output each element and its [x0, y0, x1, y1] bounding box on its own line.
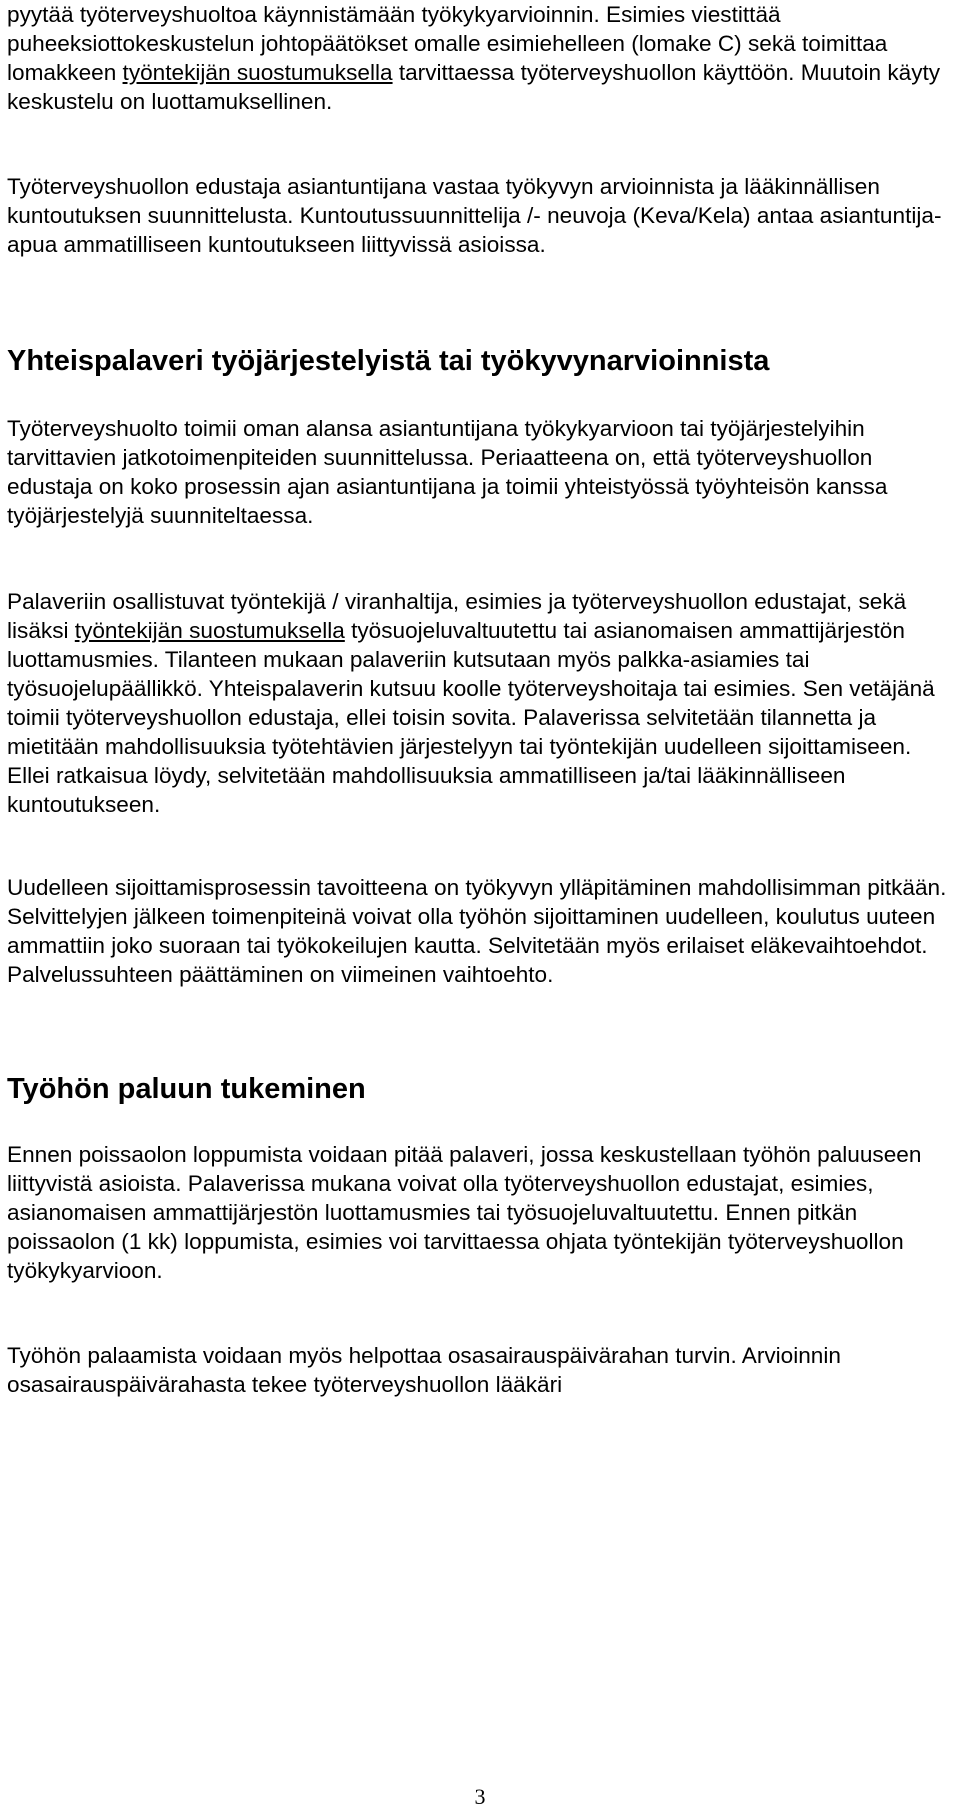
text-run: pyytää työterveyshuoltoa käynnistämään työkykyarvioinnin. Esimies viestittää puheeksiottokeskustelun johtopäätökset omalle esimiehelleen (lomake C) sekä toimittaa lomakkeen — [7, 2, 888, 85]
text-run: Palaveriin osallistuvat työntekijä / viranhaltija, esimies ja työterveyshuollon edustajat, sekä lisäksi — [7, 589, 907, 643]
text-run: työsuojeluvaltuutettu tai asianomaisen ammattijärjestön luottamusmies. Tilanteen mukaan palaveriin kutsutaan myös palkka-asiamies tai työsuojelupäällikkö. Yhteispalaverin kutsuu koolle työterveyshoitaja tai esimies. Sen vetäjänä toimii työterveyshuollon edustaja, ellei toisin sovita. Palaverissa selvitetään tilannetta ja mietitään mahdollisuuksia työtehtävien järjestelyyn tai työntekijän uudelleen sijoittamiseen. Ellei ratkaisua löydy, selvitetään mahdollisuuksia ammatilliseen ja/tai lääkinnälliseen kuntoutukseen. — [7, 618, 935, 817]
paragraph-palaveriin-osallistuvat — [7, 587, 955, 819]
paragraph-uudelleen-sijoittaminen: Uudelleen sijoittamisprosessin tavoitteena on työkyvyn ylläpitäminen mahdollisimman pitkään. Selvittelyjen jälkeen toimenpiteinä voivat olla työhön sijoittaminen uudelleen, koulutus uuteen ammattiin joko suoraan tai työkokeilujen kautta. Selvitetään myös erilaiset eläkevaihtoehdot. Palvelussuhteen päättäminen on viimeinen vaihtoehto. — [7, 875, 947, 987]
heading-yhteispalaveri: Yhteispalaveri työjärjestelyistä tai työkyvynarvioinnista — [7, 345, 770, 377]
text-run: tarvittaessa työterveyshuollon käyttöön. Muutoin käyty keskustelu on luottamuksellinen. — [7, 60, 941, 114]
underlined-text: työntekijän suostumuksella — [122, 60, 393, 85]
paragraph-tyoterveyshuolto-edustaja: Työterveyshuollon edustaja asiantuntijana vastaa työkyvyn arvioinnista ja lääkinnällisen kuntoutuksen suunnittelusta. Kuntoutussuunnittelija /- neuvoja (Keva/Kela) antaa asiantuntija-apua ammatilliseen kuntoutukseen liittyvissä asioissa. — [7, 174, 942, 257]
paragraph-ennen-poissaolon-loppumista: Ennen poissaolon loppumista voidaan pitää palaveri, jossa keskustellaan työhön paluuseen liittyvistä asioista. Palaverissa mukana voivat olla työterveyshuollon edustajat, esimies, asianomaisen ammattijärjestön luottamusmies tai työsuojeluvaltuutettu. Ennen pitkän poissaolon (1 kk) loppumista, esimies voi tarvittaessa ohjata työntekijän työterveyshuollon työkykyarvioon. — [7, 1142, 922, 1283]
paragraph-esimies — [7, 0, 955, 116]
page-number: 3 — [474, 1784, 486, 1809]
heading-tyohon-paluu: Työhön paluun tukeminen — [7, 1073, 366, 1105]
paragraph-osasairauspaivaraha: Työhön palaamista voidaan myös helpottaa osasairauspäivärahan turvin. Arvioinnin osasairauspäivärahasta tekee työterveyshuollon lääkäri — [7, 1343, 841, 1397]
paragraph-asiantuntijana: Työterveyshuolto toimii oman alansa asiantuntijana työkykyarvioon tai työjärjestelyihin tarvittavien jatkotoimenpiteiden suunnittelussa. Periaatteena on, että työterveyshuollon edustaja on koko prosessin ajan asiantuntijana ja toimii yhteistyössä työyhteisön kanssa työjärjestelyjä suunniteltaessa. — [7, 416, 888, 528]
underlined-text: työntekijän suostumuksella — [74, 618, 345, 643]
